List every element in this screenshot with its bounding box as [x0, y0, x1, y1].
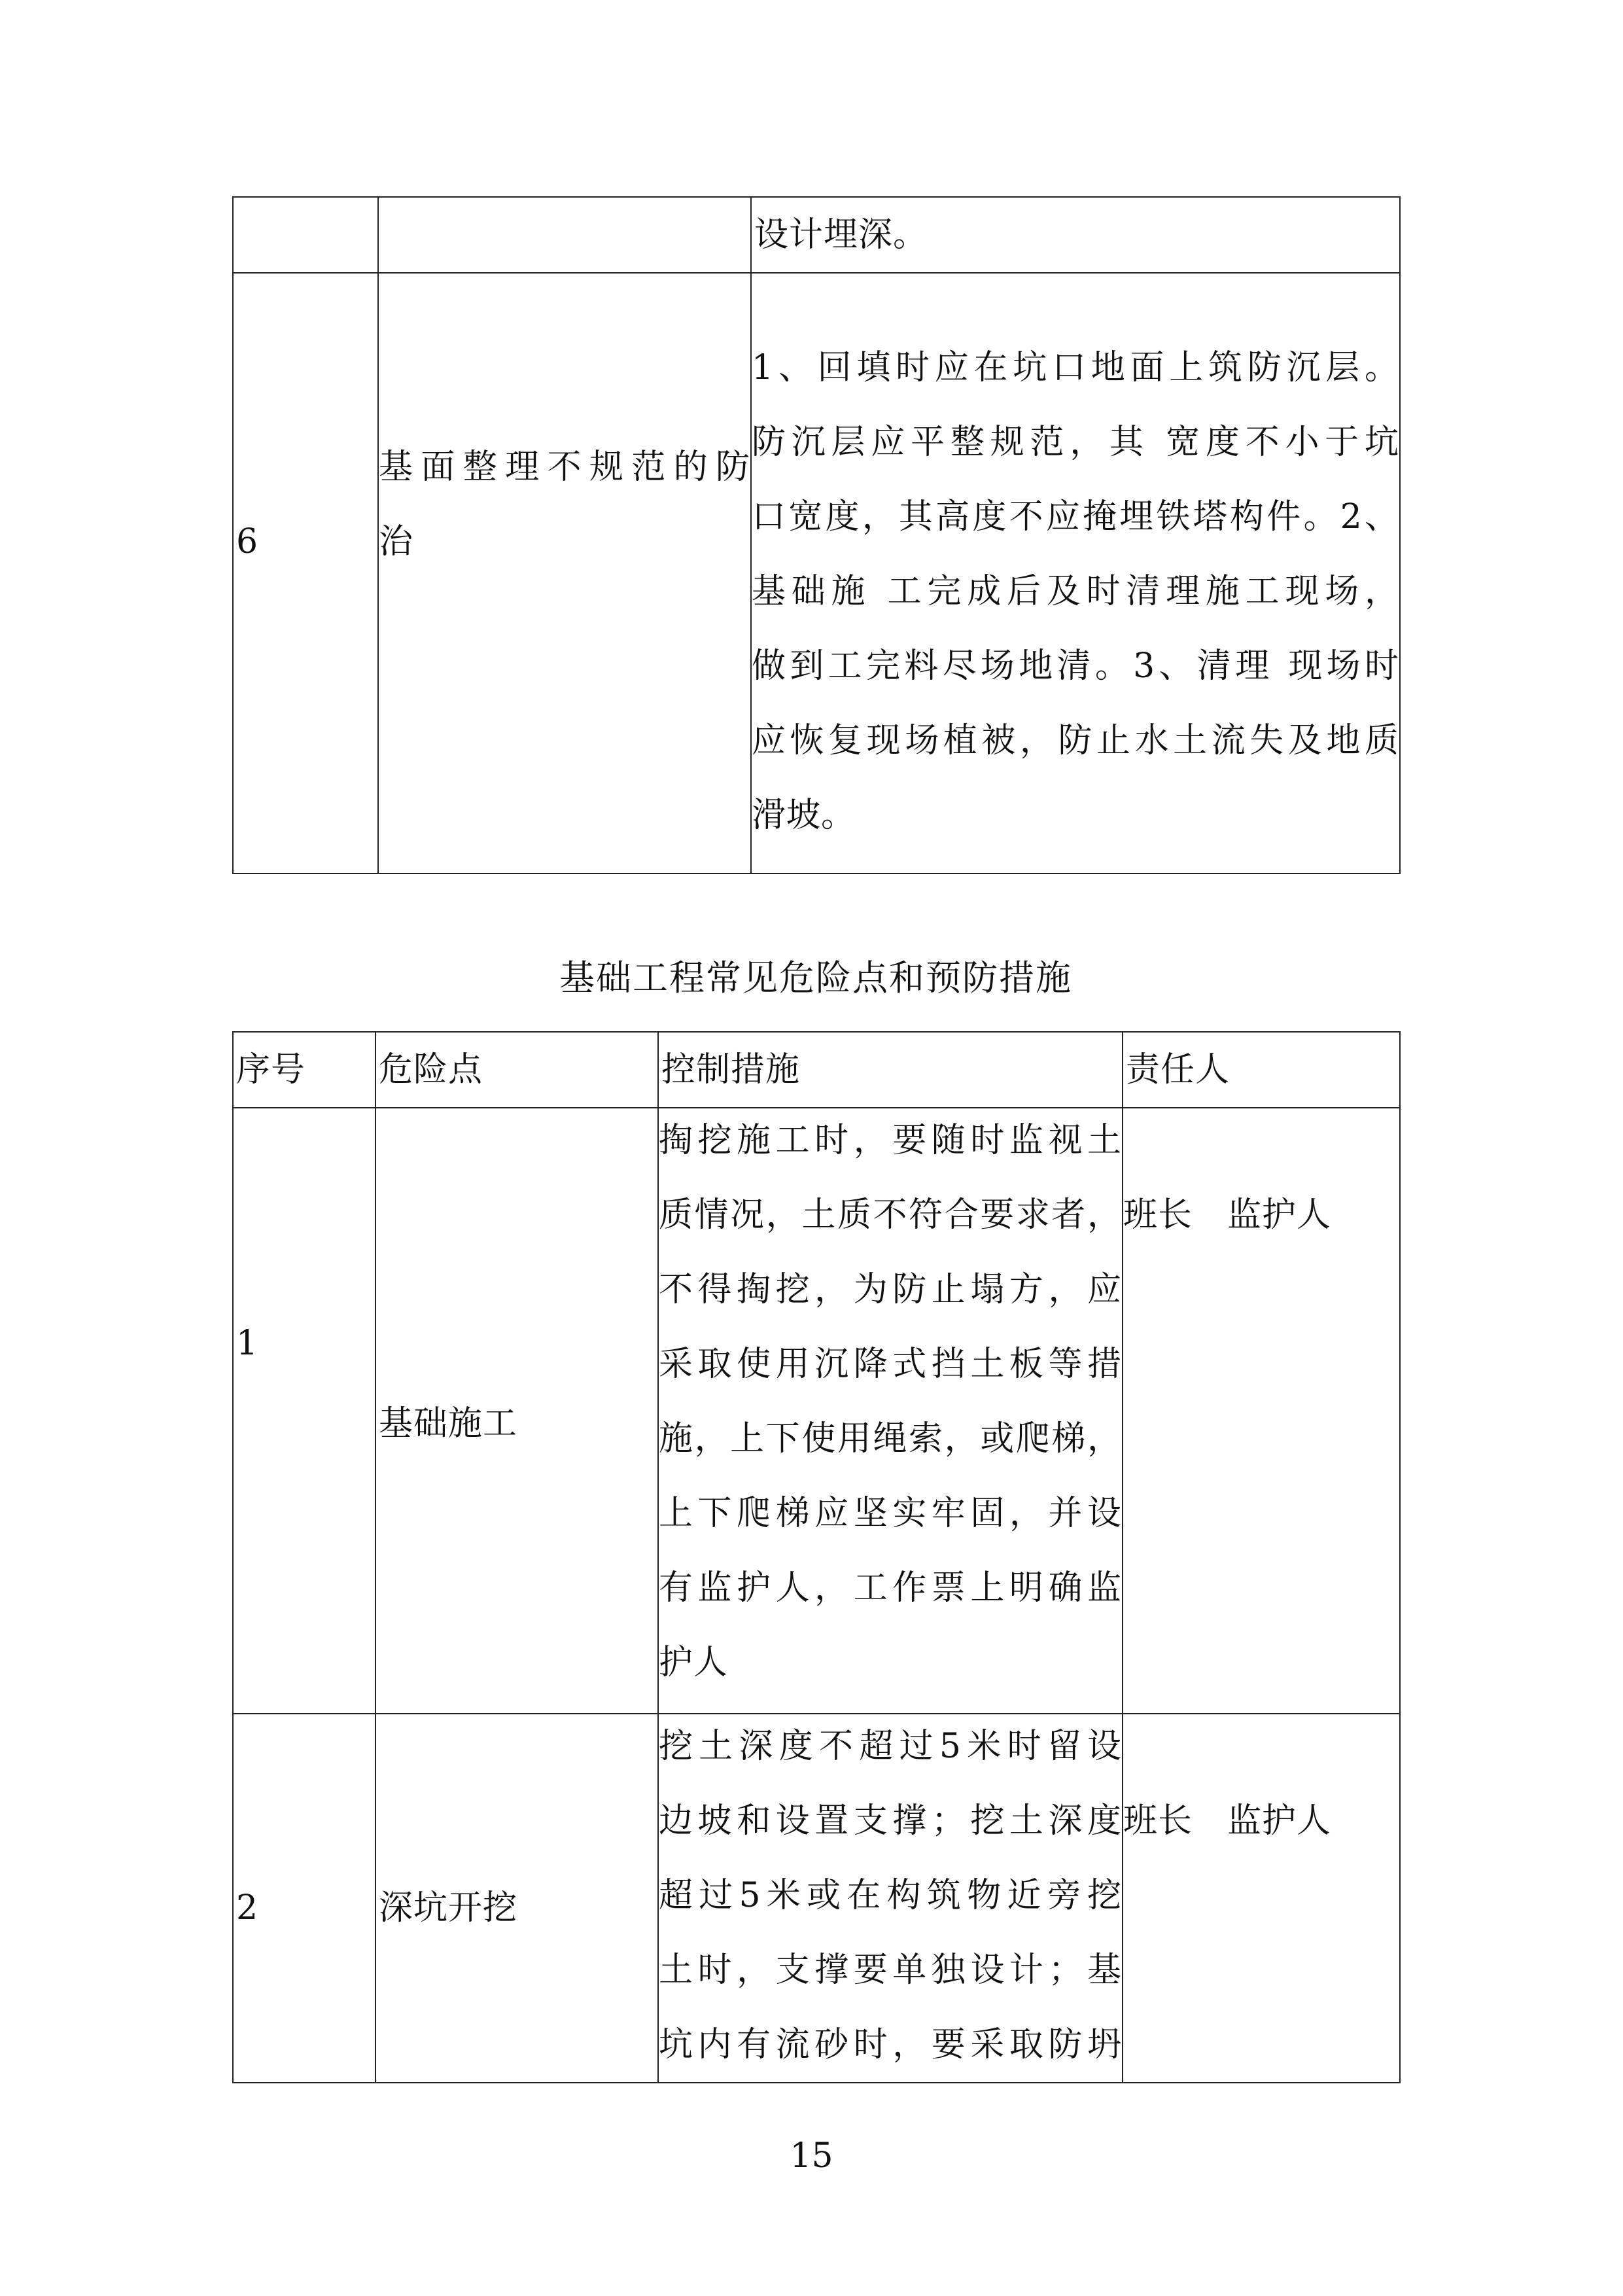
table-cell-measure: 设计埋深。 — [751, 197, 1400, 273]
table-cell-control: 掏挖施工时，要随时监视土 质情况，土质不符合要求者， 不得掏挖，为防止塌方，应 采取使用沉降式挡土板等措 施，上下使用绳索，或爬梯， 上下爬梯应坚实牢固，并设 有监护人，工作票上明确监 护人 — [658, 1108, 1123, 1714]
measures-table-continued — [232, 196, 1401, 874]
header-num: 序号 — [233, 1032, 375, 1108]
table-cell-measure: 1、回填时应在坑口地面上筑防沉层。 防沉层应平整规范，其 宽度不小于坑 口宽度，其高度不应掩埋铁塔构件。2、 基础施 工完成后及时清理施工现场， 做到工完料尽场地清。3、清理 现场时 应恢复现场植被，防止水土流失及地质 滑坡。 — [751, 273, 1400, 874]
table-cell-num: 1 — [233, 1108, 375, 1714]
table-row — [233, 1714, 1400, 2083]
section-title: 基础工程常见危险点和预防措施 — [559, 957, 1072, 998]
table-row — [233, 273, 1400, 874]
table-cell-item: 基面整理不规范的防 治 — [378, 273, 751, 874]
table-cell-num — [233, 197, 378, 273]
table-header-row — [233, 1032, 1400, 1108]
table-cell-responsible: 班长 监护人 — [1123, 1714, 1400, 2083]
header-hazard: 危险点 — [375, 1032, 658, 1108]
table-row — [233, 1108, 1400, 1714]
header-control: 控制措施 — [658, 1032, 1123, 1108]
table-cell-hazard: 基础施工 — [375, 1108, 658, 1714]
table-cell-num: 6 — [233, 273, 378, 874]
table-cell-responsible: 班长 监护人 — [1123, 1108, 1400, 1714]
header-responsible: 责任人 — [1123, 1032, 1400, 1108]
table-cell-control: 挖土深度不超过5米时留设 边坡和设置支撑；挖土深度 超过5米或在构筑物近旁挖 土时，支撑要单独设计；基 坑内有流砂时，要采取防坍 — [658, 1714, 1123, 2083]
hazard-table — [232, 1031, 1401, 2083]
table-cell-num: 2 — [233, 1714, 375, 2083]
page-number: 15 — [790, 2136, 833, 2176]
table-cell-item — [378, 197, 751, 273]
table-row — [233, 197, 1400, 273]
table-cell-hazard: 深坑开挖 — [375, 1714, 658, 2083]
